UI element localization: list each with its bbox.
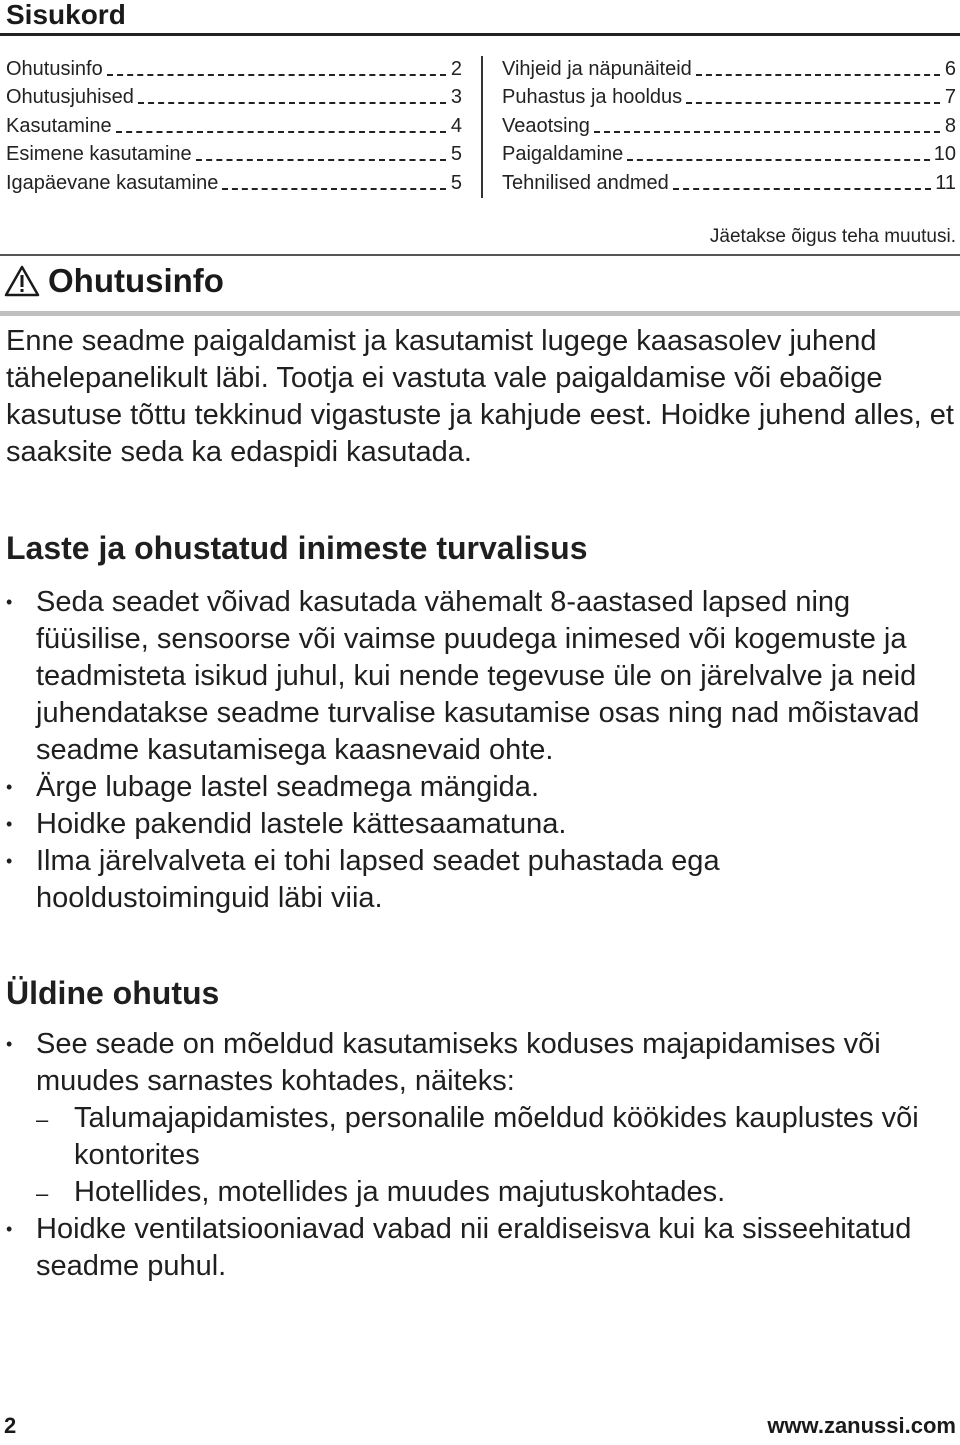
general-safety-list: [0, 1026, 955, 1285]
toc-column-divider: [481, 56, 483, 198]
list-item-text: See seade on mõeldud kasutamiseks koduses majapidamises või muudes sarnastes kohtades, näiteks:: [36, 1028, 881, 1097]
toc-top-rule: [0, 33, 960, 36]
sub-list-item-text: Hotellides, motellides ja muudes majutuskohtades.: [74, 1176, 726, 1208]
toc-entry-page: 6: [944, 57, 956, 80]
sub-list-item-text: Talumajapidamistes, personalile mõeldud köökides kauplustes või kontorites: [74, 1102, 919, 1171]
list-item: [0, 1026, 955, 1211]
toc-entry-page: 3: [450, 86, 462, 108]
toc-entry-label: Esimene kasutamine: [6, 143, 192, 165]
toc-entry-label: Kasutamine: [6, 114, 112, 137]
toc-entry-page: 4: [450, 114, 462, 137]
toc-entry[interactable]: [6, 166, 462, 195]
toc-entry[interactable]: [6, 138, 462, 167]
list-item-text: Seda seadet võivad kasutada vähemalt 8-aastased lapsed ning füüsilise, sensoorse või vaimse puudega inimesed või kogemuste ja teadmisteta isikud juhul, kui nende tegevuse üle on järelvalve ja neid juhendatakse seadme turvalise kasutamise osas ning nad mõistavad seadme kasutamisega kaasnevaid ohte.: [36, 586, 920, 766]
sub-list-item: [0, 1100, 955, 1174]
dash-icon: –: [36, 1181, 49, 1206]
bullet-icon: •: [6, 851, 13, 871]
bullet-icon: •: [6, 1219, 13, 1239]
list-item: [0, 1211, 955, 1285]
children-safety-list: [0, 584, 955, 917]
toc-entry[interactable]: [502, 109, 956, 138]
sub-list-item: [0, 1174, 955, 1211]
general-safety-heading: Üldine ohutus: [6, 975, 220, 1011]
dash-icon: –: [36, 1107, 49, 1132]
toc-entry-page: 10: [933, 143, 956, 165]
list-item: [0, 843, 955, 917]
bullet-icon: •: [6, 1034, 13, 1054]
section-top-rule: [0, 254, 960, 256]
toc-entry[interactable]: [6, 52, 462, 81]
children-safety-heading: Laste ja ohustatud inimeste turvalisus: [6, 530, 588, 566]
toc-entry-label: Tehnilised andmed: [502, 171, 669, 194]
toc-leader: [594, 131, 940, 133]
section-title: Ohutusinfo: [48, 262, 224, 299]
toc-leader: [107, 74, 446, 76]
toc-leader: [686, 102, 940, 104]
list-item-text: Hoidke ventilatsiooniavad vabad nii eraldiseisva kui ka sisseehitatud seadme puhul.: [36, 1213, 912, 1282]
toc-leader: [138, 102, 446, 104]
toc-right-column: [502, 52, 956, 195]
table-of-contents: [0, 52, 960, 202]
toc-entry-label: Puhastus ja hooldus: [502, 86, 683, 108]
bullet-icon: •: [6, 814, 13, 834]
toc-entry-label: Ohutusjuhised: [6, 86, 134, 108]
toc-entry-page: 11: [935, 171, 956, 194]
page-number: 2: [4, 1413, 17, 1438]
warning-triangle-icon: [4, 264, 40, 298]
footer-url[interactable]: www.zanussi.com: [767, 1413, 956, 1438]
list-item-text: Ärge lubage lastel seadmega mängida.: [36, 771, 539, 803]
toc-entry-page: 2: [450, 57, 462, 80]
toc-leader: [222, 188, 446, 190]
toc-leader: [696, 74, 940, 76]
list-item-text: Ilma järelvalveta ei tohi lapsed seadet puhastada ega hooldustoiminguid läbi viia.: [36, 845, 720, 914]
toc-title: Sisukord: [6, 0, 126, 30]
list-item: [0, 584, 955, 769]
toc-entry[interactable]: [502, 166, 956, 195]
section-heading: [4, 262, 224, 300]
toc-entry[interactable]: [502, 138, 956, 167]
section-bottom-rule: [0, 311, 960, 316]
toc-entry[interactable]: [6, 109, 462, 138]
toc-entry-page: 8: [944, 114, 956, 137]
toc-leader: [673, 188, 931, 190]
toc-entry-page: 5: [450, 143, 462, 165]
toc-entry[interactable]: [6, 81, 462, 110]
toc-entry-label: Ohutusinfo: [6, 57, 103, 80]
toc-left-column: [6, 52, 462, 195]
toc-entry-page: 7: [944, 86, 956, 108]
sub-list: [36, 1100, 955, 1211]
list-item: [0, 806, 955, 843]
bullet-icon: •: [6, 777, 13, 797]
toc-entry[interactable]: [502, 52, 956, 81]
toc-entry[interactable]: [502, 81, 956, 110]
toc-leader: [196, 159, 446, 161]
toc-entry-page: 5: [450, 171, 462, 194]
rights-note: Jäetakse õigus teha muutusi.: [709, 226, 956, 247]
list-item: [0, 769, 955, 806]
toc-entry-label: Veaotsing: [502, 114, 590, 137]
intro-paragraph: Enne seadme paigaldamist ja kasutamist lugege kaasasolev juhend tähelepanelikult läbi. Tootja ei vastuta vale paigaldamise või ebaõige kasutuse tõttu tekkinud vigastuste ja kahjude eest. Hoidke juhend alles, et saaksite seda ka edaspidi kasutada.: [6, 325, 954, 468]
list-item-text: Hoidke pakendid lastele kättesaamatuna.: [36, 808, 567, 840]
toc-entry-label: Paigaldamine: [502, 143, 624, 165]
toc-leader: [116, 131, 446, 133]
toc-entry-label: Vihjeid ja näpunäiteid: [502, 57, 692, 80]
bullet-icon: •: [6, 592, 13, 612]
toc-entry-label: Igapäevane kasutamine: [6, 171, 219, 194]
toc-leader: [627, 159, 930, 161]
